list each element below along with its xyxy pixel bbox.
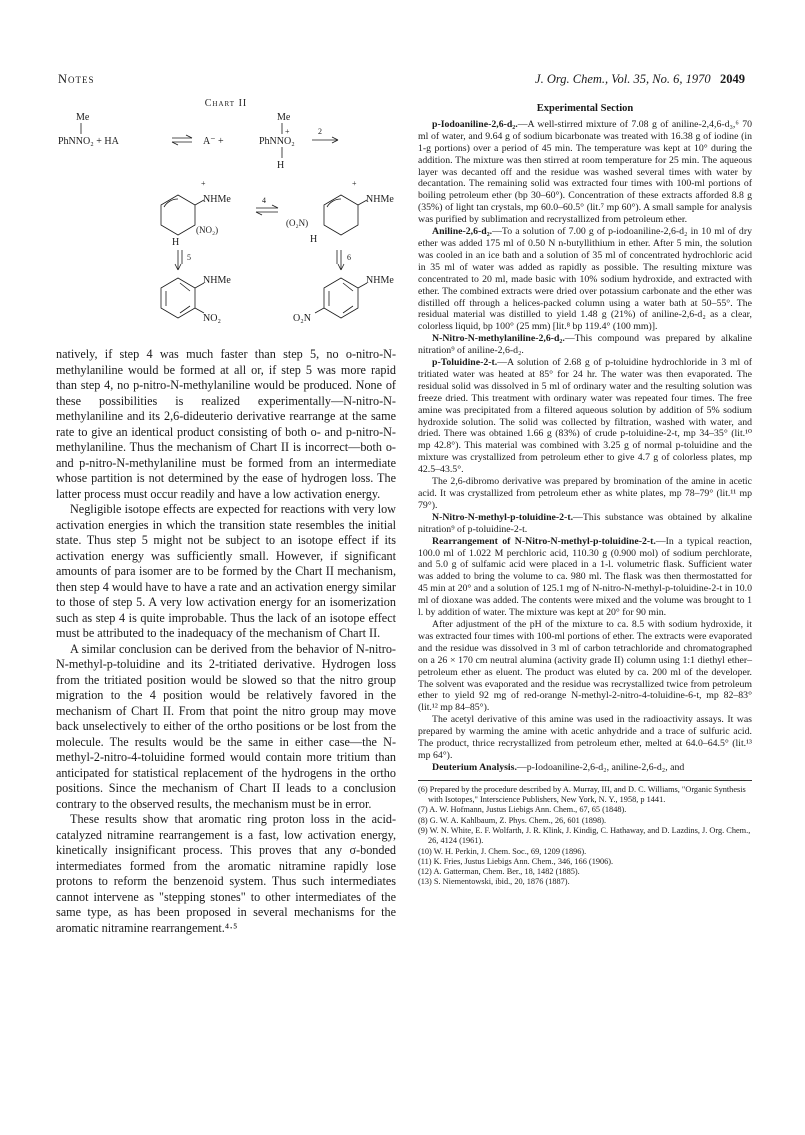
experimental-paragraph (418, 714, 752, 762)
body-paragraph: A similar conclusion can be derived from the behavior of N-nitro-N-methyl-p-toluidine and its 2-tritiated derivative. Hydrogen loss from the tritiated position would be slowed so that the nitro group migration to the 4 position would be relatively favored in the mechanism of Chart II. From that point the nitro group may move back unselectively to either of the ortho positions or be lost from the molecule. The results would be the same in either case—the N-methyl-2-nitro-4-toluidine formed would contain more tritium than anticipated for statistical replacement of the hydrogens in the ortho positions. Since the mechanism of Chart II leads to a conclusion contrary to the observed results, the mechanism must be in error. (56, 641, 396, 811)
hydrogen-label: H (277, 160, 285, 171)
equilibrium-arrow-4 (256, 205, 278, 215)
step-2-label: 2 (318, 127, 322, 136)
reference-item: (12) A. Gatterman, Chem. Ber., 18, 1482 (1885). (418, 867, 580, 877)
body-paragraph: natively, if step 4 was much faster than step 5, no o-nitro-N-methylaniline would be formed at all or, if step 5 was more rapid than step 4, no p-nitro-N-methylaniline would be produced. None of these possibilities is realized experimentally—N-nitro-N-methylaniline and its 2,6-dideuterio derivative rearrange at the same rate to give an identical product consisting of both o- and p-nitro-N-methylaniline. Thus the mechanism of Chart II is incorrect—both o- and p-nitro-N-methylaniline must be formed from an intermediate whose partition is not determined by the ease of hydrogen loss. The latter process must occur readily and have a low activation energy. (56, 347, 396, 501)
no2-label: NO₂ (203, 313, 221, 324)
experimental-section (418, 103, 752, 888)
step-6-label: 6 (347, 253, 351, 262)
running-header-journal (535, 72, 745, 87)
experimental-paragraph (418, 619, 752, 714)
experimental-paragraph (418, 119, 752, 226)
plus-charge: + (285, 127, 290, 136)
journal-citation: J. Org. Chem., Vol. 35, No. 6, 1970 (535, 72, 711, 86)
sigma-complex-para (286, 179, 394, 245)
paragraph-lead: Rearrangement of N-Nitro-N-methyl-p-toluidine-2-t. (432, 535, 656, 547)
para-nitro-product (293, 275, 394, 324)
nhme-label-3: NHMe (203, 275, 231, 286)
plus-sign-2: + (352, 179, 357, 188)
o2n-paren-label: (O₂N) (286, 218, 309, 228)
experimental-paragraph (418, 333, 752, 357)
paragraph-text: —To a solution of 7.00 g of p-iodoaniline-2,6-d₂ in 10 ml of dry ether was added 175 ml of 0.50 N n-butyllithium in ether. After 5 min, the solution was cooled in an ice bath and a solution of 35 ml of concentrated hydrochloric acid in 35 ml of water was added as rapidly as possible. The resulting mixture was concentrated to 20 ml, made basic with 10% sodium hydroxide, and extracted with ether. The combined extracts were dried over potassium carbonate and the ether was distilled off through a helices-packed column using a water bath at 50–55°. The residual material was distilled to yield 1.48 g (21%) of aniline-2,6-d₂ as a clear, colorless liquid, bp 100° (25 mm) [lit.⁸ bp 119.4° (100 mm)]. (418, 226, 752, 333)
paragraph-text: The 2,6-dibromo derivative was prepared by bromination of the amine in acetic acid. It was crystallized from petroleum ether as white plates, mp 78–79° (lit.¹¹ mp 79°). (418, 476, 752, 511)
reaction-arrow-2 (312, 137, 338, 143)
hydrogen-label-2: H (172, 237, 180, 248)
step-4-label: 4 (262, 196, 266, 205)
left-column-text (56, 347, 396, 936)
paragraph-text: The acetyl derivative of this amine was used in the radioactivity assays. It was prepared by warming the amine with acetic anhydride and a trace of sulfuric acid. The product, thrice recrystallized from petroleum ether, melted at 64.0–64.5° (lit.¹³ mp 64°). (418, 714, 752, 761)
section-heading: Experimental Section (536, 103, 634, 114)
paragraph-text: —This compound was prepared by alkaline nitration⁹ of aniline-2,6-d₂. (418, 333, 752, 357)
hydrogen-label-3: H (310, 234, 318, 245)
anion-label: A⁻ + (203, 136, 224, 147)
nhme-label-4: NHMe (366, 275, 394, 286)
experimental-paragraph (418, 762, 752, 774)
plus-sign: + (201, 179, 206, 188)
body-paragraph: Negligible isotope effects are expected for reactions with very low activation energies in which the transition state resembles the initial state. Thus step 5 might not be subject to an isotope effect if its activation energy was sufficiently small. However, if significant amounts of para isomer are to be formed by the Chart II mechanism, then step 4 would have to have a rate and an activation energy similar to those of step 5. A very low activation energy for an isomerization such as step 4 is quite improbable. Thus the lack of an isotope effect must be attributed to the inadequacy of the mechanism of Chart II. (56, 502, 396, 640)
paragraph-text: —A solution of 2.68 g of p-toluidine hydrochloride in 3 ml of tritiated water was heated at 85° for 24 hr. The water was then evaporated. The residual solid was dissolved in 5 ml of ordinary water and the resulting solution was freeze dried. This treatment with ordinary water was repeated four times. The free amine was precipitated from a filtered aqueous solution by addition of 5% sodium hydroxide solution. The solid was collected by filtration, washed with water, and dried. There was obtained 1.66 g (83%) of crude p-toluidine-2-t, mp 34–35° (lit.¹⁰ mp 42.8°). This material was combined with 3.25 g of normal p-toluidine and the mixture was crystallized from petroleum ether to give 4.7 g of colorless plates, mp 42.5–43.5°. (418, 357, 752, 476)
reference-item: (9) W. N. White, E. F. Wolfarth, J. R. Klink, J. Kindig, C. Hathaway, and D. Lazdins, J. Org. Chem., 26, 4124 (1961). (418, 825, 751, 846)
step-6-arrow (337, 250, 344, 270)
step-5-arrow (175, 250, 182, 270)
paragraph-text: —p-Iodoaniline-2,6-d₂, aniline-2,6-d₂, and (516, 761, 685, 773)
ortho-nitro-product (161, 275, 231, 324)
experimental-paragraph (418, 357, 752, 476)
reference-item: (13) S. Niementowski, ibid., 20, 1876 (1887). (418, 877, 570, 887)
reference-item: (11) K. Fries, Justus Liebigs Ann. Chem., 346, 166 (1906). (418, 856, 614, 866)
footnote-references (418, 780, 752, 888)
paragraph-text: After adjustment of the pH of the mixture to ca. 8.5 with sodium hydroxide, it was extracted four times with 100-ml portions of ether. The extracts were evaporated and the residue was dissolved in 3 ml of carbon tetrachloride and chromatographed on a 26 × 170 cm neutral alumina (activity grade II) column using 1:1 diethyl ether–petroleum ether as eluent. The product was eluted by ca. 200 ml of the developer. The solvent was evaporated and the residue was recrystallized twice from petroleum ether to yield 92 mg of red-orange N-methyl-2-nitro-4-toluidine-6-t, mp 82–83° (lit.¹² mp 84–85°). (418, 618, 752, 714)
paragraph-lead: N-Nitro-N-methyl-p-toluidine-2-t. (432, 511, 574, 523)
o2n-label: O₂N (293, 313, 311, 324)
methyl-label: Me (76, 112, 90, 123)
paragraph-lead: Deuterium Analysis. (432, 761, 517, 773)
experimental-paragraph (418, 536, 752, 619)
paragraph-lead: p-Iodoaniline-2,6-d₂. (432, 118, 518, 130)
reactant-label: PhNNO₂ + HA (58, 136, 119, 147)
paragraph-text: —In a typical reaction, 100.0 ml of 1.022 M perchloric acid, 110.30 g (0.900 mol) of sodium perchlorate, and 5.0 g of sulfamic acid were placed in a 1-l. volumetric flask. Sufficient water was added to bring the volume to ca. 980 ml. The flask was then thermostatted for 45 min at 20° and a solution of 125.1 mg of N-nitro-N-methyl-p-toluidine-2-t in 10.0 ml of dioxane was added. The contents were mixed and the volume was brought to 1 l. by addition of water. The mixture was kept at 20° for 90 min. (418, 535, 752, 619)
protonated-nitramine: PhNNO₂ (259, 136, 295, 147)
paragraph-text: —A well-stirred mixture of 7.08 g of aniline-2,4,6-d₃,⁶ 70 ml of water, and 9.64 g of sodium bicarbonate was treated with 16.38 g of iodine (in 1-g portions) over a period of 45 min. The temperature was kept at 10° during the addition. The mixture was then stirred at room temperature for 25 min. The aqueous layer was decanted off and the residue was washed several times with water by decantation. The remaining solid was extracted four times with 100-ml portions of boiling petroleum ether (bp 30–60°). Concentration of these extracts afforded 8.8 g (35%) of light tan crystals, mp 60.0–60.5° (lit.⁷ mp 60°). A small sample for analysis was purified by sublimation and recrystallized from petroleum ether. (418, 118, 752, 226)
paragraph-lead: N-Nitro-N-methylaniline-2,6-d₂. (432, 333, 565, 345)
body-paragraph: These results show that aromatic ring proton loss in the acid-catalyzed nitramine rearrangement is a fast, low activation energy, kinetically insignificant process. This proves that any σ-bonded intermediates formed from the aromatic nitramine rapidly lose protons to reform the benzenoid system. Thus such intermediates cannot intervene as "stepping stones" to other intermediates of the same type, as has been proposed in several mechanisms for the aromatic nitramine rearrangement.⁴·⁵ (56, 812, 396, 935)
experimental-paragraph (418, 512, 752, 536)
chart-title: Chart II (204, 98, 248, 109)
running-header-section: Notes (58, 72, 95, 86)
sigma-complex-ortho (161, 179, 231, 248)
reference-item: (6) Prepared by the procedure described by A. Murray, III, and D. C. Williams, "Organic Synthesis with Isotopes," Interscience Publishers, New York, N. Y., 1958, p 1441. (418, 784, 746, 805)
equilibrium-arrow-1 (172, 135, 192, 145)
methyl-label-2: Me (277, 112, 291, 123)
experimental-paragraph (418, 476, 752, 512)
chart-ii-scheme (56, 110, 401, 335)
reference-item: (7) A. W. Hofmann, Justus Liebigs Ann. Chem., 67, 65 (1848). (418, 805, 627, 815)
page-number: 2049 (720, 72, 745, 86)
reference-item: (8) G. W. A. Kahlbaum, Z. Phys. Chem., 26, 601 (1898). (418, 815, 607, 825)
reference-item: (10) W. H. Perkin, J. Chem. Soc., 69, 1209 (1896). (418, 846, 587, 856)
experimental-paragraph (418, 226, 752, 333)
nhme-label-2: NHMe (366, 194, 394, 205)
paragraph-text: —This substance was obtained by alkaline nitration⁹ of p-toluidine-2-t. (418, 511, 752, 535)
no2-paren-label: (NO₂) (196, 225, 219, 235)
nhme-label-1: NHMe (203, 194, 231, 205)
step-5-label: 5 (187, 253, 191, 262)
paragraph-lead: Aniline-2,6-d₂. (432, 226, 493, 238)
paragraph-lead: p-Toluidine-2-t. (432, 357, 498, 369)
